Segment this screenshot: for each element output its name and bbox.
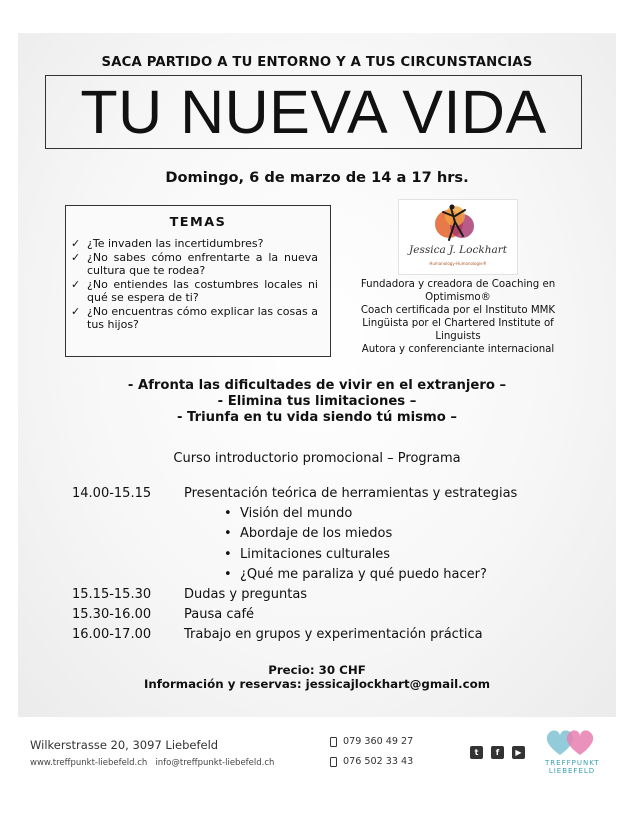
flyer-subtitle: SACA PARTIDO A TU ENTORNO Y A TUS CIRCUNSTANCIAS	[101, 55, 533, 70]
slogan: - Afronta las dificultades de vivir en el extranjero –	[127, 378, 507, 393]
slogan: - Elimina tus limitaciones –	[217, 394, 417, 409]
schedule-time: 16.00-17.00	[72, 627, 152, 643]
website-link[interactable]: www.treffpunkt-liebefeld.ch	[30, 758, 148, 768]
youtube-icon[interactable]: ▶	[512, 746, 525, 759]
bio-line: Lingüista por el Chartered Institute of	[362, 318, 554, 329]
price-info	[0, 663, 634, 691]
check-icon: ✓	[71, 250, 81, 264]
reservation-info: Información y reservas: jessicajlockhart@gmail.com	[143, 677, 491, 691]
event-date: Domingo, 6 de marzo de 14 a 17 hrs.	[165, 169, 469, 186]
footer	[18, 717, 616, 788]
dancer-logo-icon	[399, 202, 517, 246]
schedule-row	[72, 585, 592, 605]
schedule-desc: Presentación teórica de herramientas y estrategias	[184, 486, 518, 501]
schedule-desc: Dudas y preguntas	[184, 586, 308, 602]
check-icon: ✓	[71, 277, 81, 291]
list-item: ✓ ¿No encuentras cómo explicar las cosas a tus hijos?	[71, 304, 318, 331]
twitter-icon[interactable]: t	[470, 746, 483, 759]
logo-tagline: Humanology-Humanologie®	[429, 261, 487, 266]
coach-logo	[398, 199, 518, 275]
temas-list	[71, 237, 318, 332]
schedule-bullet: • Abordaje de los miedos	[72, 524, 592, 544]
slogans	[0, 378, 634, 426]
phone-icon	[330, 757, 337, 767]
temas-title: TEMAS	[169, 215, 227, 230]
schedule-bullet: • ¿Qué me paraliza y qué puedo hacer?	[72, 565, 592, 585]
schedule-bullet: • Visión del mundo	[72, 504, 592, 524]
check-icon: ✓	[71, 304, 81, 318]
facebook-icon[interactable]: f	[491, 746, 504, 759]
slogan: - Triunfa en tu vida siendo tú mismo –	[176, 410, 458, 425]
schedule-row	[72, 625, 592, 645]
check-icon: ✓	[71, 237, 81, 250]
list-item: ✓ ¿No sabes cómo enfrentarte a la nueva cultura que te rodea?	[71, 250, 318, 277]
schedule-time: 15.15-15.30	[72, 586, 152, 602]
schedule	[72, 484, 592, 646]
web-contact	[30, 758, 274, 768]
list-item: ✓ ¿Te invaden las incertidumbres?	[71, 237, 264, 250]
schedule-time: 15.30-16.00	[72, 607, 152, 623]
schedule-row	[72, 605, 592, 625]
schedule-bullet: • Limitaciones culturales	[72, 545, 592, 565]
schedule-desc: Trabajo en grupos y experimentación práctica	[184, 627, 483, 643]
logo-name: Jessica J. Lockhart	[409, 244, 507, 256]
schedule-time: 14.00-15.15	[72, 486, 152, 501]
temas-box	[65, 205, 331, 357]
email-link[interactable]: info@treffpunkt-liebefeld.ch	[155, 758, 275, 768]
phone-icon	[330, 737, 337, 747]
phone-2: 076 502 33 43	[343, 756, 413, 767]
price: Precio: 30 CHF	[268, 663, 366, 677]
bio-line: Optimismo®	[425, 292, 491, 303]
phone-1: 079 360 49 27	[343, 736, 413, 747]
bio-line: Linguists	[435, 331, 481, 342]
flyer-title: TU NUEVA VIDA	[45, 75, 582, 149]
list-item: ✓ ¿No entiendes las costumbres locales ni qué se espera de ti?	[71, 277, 318, 304]
treffpunkt-brand: TREFFPUNKT LIEBEFELD	[545, 759, 600, 775]
bio-line: Autora y conferenciante internacional	[361, 344, 555, 355]
schedule-row	[72, 484, 592, 504]
treffpunkt-hearts-icon	[542, 727, 602, 757]
coach-bio	[338, 278, 578, 356]
bio-line: Coach certificada por el Instituto MMK	[360, 305, 556, 316]
bio-line: Fundadora y creadora de Coaching en	[360, 279, 556, 290]
schedule-desc: Pausa café	[184, 607, 255, 623]
address: Wilkerstrasse 20, 3097 Liebefeld	[30, 738, 219, 752]
program-heading: Curso introductorio promocional – Programa	[173, 451, 461, 466]
